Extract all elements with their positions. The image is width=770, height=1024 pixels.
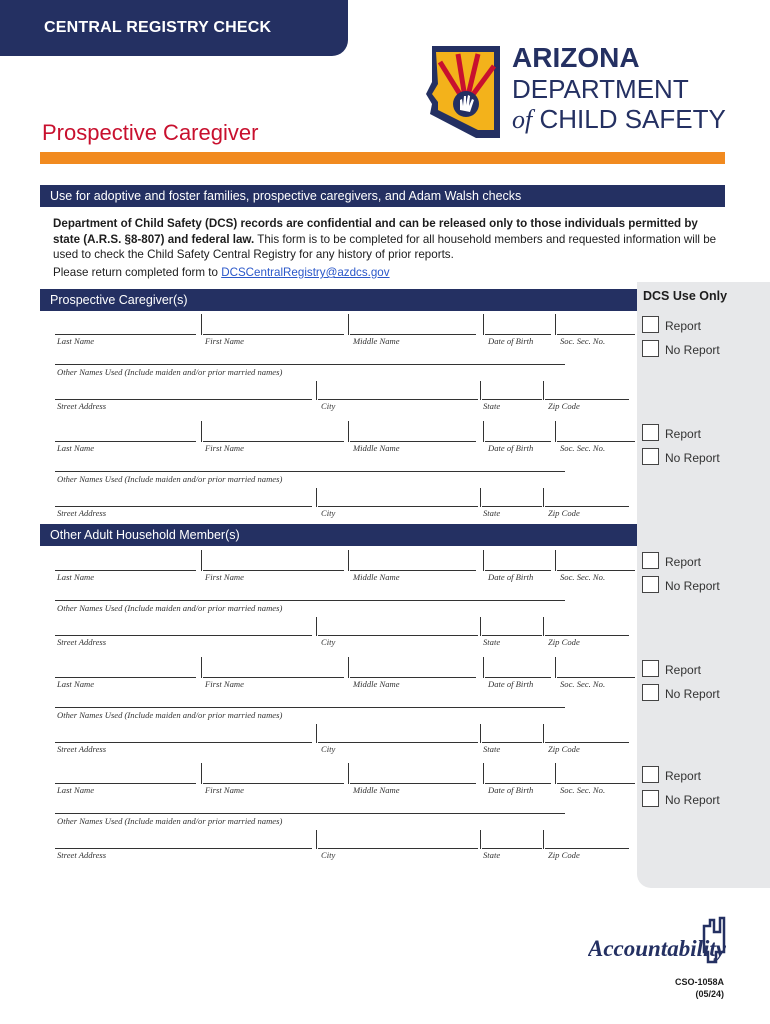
dob-label: Date of Birth (488, 572, 534, 582)
field-line (55, 813, 565, 814)
other-names-label: Other Names Used (Include maiden and/or prior married names) (57, 816, 283, 826)
field-line (557, 334, 635, 335)
report-label: Report (665, 769, 702, 783)
state-input-4[interactable] (482, 724, 542, 742)
other-names-input-4[interactable] (55, 691, 565, 707)
section-other-adults: Other Adult Household Member(s) (40, 524, 637, 546)
report-checkbox-4[interactable] (642, 660, 659, 677)
field-line (55, 471, 565, 472)
field-line (485, 570, 551, 571)
field-divider (201, 314, 202, 335)
intro-paragraph: Department of Child Safety (DCS) records are confidential and can be released only to those individuals permitted by state (A.R.S. §8-807) and federal law. This form is to be completed for all household members and requested information will be used to check the Child Safety Central Registry for any history of prior reports. (53, 217, 717, 261)
ssn-input-1[interactable] (557, 314, 635, 334)
other-names-label: Other Names Used (Include maiden and/or prior married names) (57, 710, 283, 720)
agency-name (512, 44, 726, 133)
street-address-input-4[interactable] (55, 724, 312, 742)
no-report-label: No Report (665, 343, 720, 357)
field-line (318, 399, 478, 400)
zip-label: Zip Code (548, 850, 580, 860)
field-line (203, 677, 344, 678)
other-names-label: Other Names Used (Include maiden and/or prior married names) (57, 474, 283, 484)
field-line (318, 848, 478, 849)
ssn-label: Soc. Sec. No. (560, 336, 606, 346)
field-line (203, 441, 344, 442)
dob-input-1[interactable] (485, 314, 551, 334)
field-divider (543, 617, 544, 636)
field-line (485, 441, 551, 442)
dob-input-2[interactable] (485, 421, 551, 441)
field-line (318, 635, 478, 636)
field-divider (348, 421, 349, 442)
no-report-label: No Report (665, 687, 720, 701)
logo-line-state: ARIZONA (512, 42, 640, 73)
first-name-label: First Name (205, 443, 244, 453)
field-divider (543, 830, 544, 849)
ssn-input-5[interactable] (557, 763, 635, 783)
field-line (350, 783, 476, 784)
state-label: State (483, 850, 501, 860)
field-divider (316, 488, 317, 507)
other-names-input-3[interactable] (55, 584, 565, 600)
no-report-checkbox-1[interactable] (642, 340, 659, 357)
other-names-input-5[interactable] (55, 797, 565, 813)
field-line (350, 570, 476, 571)
dob-label: Date of Birth (488, 336, 534, 346)
dob-label: Date of Birth (488, 679, 534, 689)
field-line (557, 570, 635, 571)
city-input-2[interactable] (318, 488, 478, 506)
field-divider (201, 421, 202, 442)
report-label: Report (665, 555, 702, 569)
field-line (485, 783, 551, 784)
middle-name-label: Middle Name (353, 443, 400, 453)
field-line (55, 742, 312, 743)
middle-name-input-2[interactable] (350, 421, 476, 441)
accountability-logo (588, 912, 730, 972)
logo-line-child-safety: of CHILD SAFETY (512, 104, 726, 134)
state-label: State (483, 637, 501, 647)
dob-label: Date of Birth (488, 443, 534, 453)
report-label: Report (665, 663, 702, 677)
return-instructions: Please return completed form to DCSCentralRegistry@azdcs.gov (53, 266, 390, 279)
street-address-label: Street Address (57, 744, 107, 754)
state-input-1[interactable] (482, 381, 542, 399)
form-id (660, 976, 724, 1000)
field-line (482, 742, 542, 743)
field-line (55, 441, 196, 442)
other-names-label: Other Names Used (Include maiden and/or prior married names) (57, 367, 283, 377)
field-line (350, 441, 476, 442)
other-names-input-1[interactable] (55, 348, 565, 364)
zip-label: Zip Code (548, 744, 580, 754)
field-divider (201, 763, 202, 784)
middle-name-input-4[interactable] (350, 657, 476, 677)
section-prospective-caregivers: Prospective Caregiver(s) (40, 289, 637, 311)
state-label: State (483, 744, 501, 754)
city-label: City (321, 637, 336, 647)
field-divider (555, 657, 556, 678)
field-line (318, 742, 478, 743)
street-address-label: Street Address (57, 508, 107, 518)
first-name-input-1[interactable] (203, 314, 344, 334)
field-line (203, 783, 344, 784)
ssn-label: Soc. Sec. No. (560, 572, 606, 582)
field-line (482, 399, 542, 400)
field-divider (480, 830, 481, 849)
field-line (557, 441, 635, 442)
field-divider (480, 617, 481, 636)
zip-label: Zip Code (548, 401, 580, 411)
field-divider (483, 314, 484, 335)
field-line (545, 399, 629, 400)
last-name-label: Last Name (57, 572, 95, 582)
field-divider (348, 763, 349, 784)
field-line (55, 600, 565, 601)
field-divider (555, 314, 556, 335)
field-divider (543, 381, 544, 400)
report-label: Report (665, 427, 702, 441)
field-divider (483, 657, 484, 678)
field-line (55, 707, 565, 708)
field-line (557, 783, 635, 784)
divider-bar (40, 152, 725, 164)
field-line (55, 399, 312, 400)
field-line (55, 364, 565, 365)
field-divider (480, 724, 481, 743)
email-link[interactable]: DCSCentralRegistry@azdcs.gov (221, 266, 390, 279)
first-name-label: First Name (205, 336, 244, 346)
report-checkbox-2[interactable] (642, 424, 659, 441)
form-category-title: CENTRAL REGISTRY CHECK (44, 19, 272, 36)
ssn-label: Soc. Sec. No. (560, 443, 606, 453)
report-checkbox-3[interactable] (642, 552, 659, 569)
first-name-label: First Name (205, 572, 244, 582)
field-line (482, 506, 542, 507)
usage-banner: Use for adoptive and foster families, prospective caregivers, and Adam Walsh checks (40, 185, 725, 207)
field-line (545, 742, 629, 743)
last-name-input-4[interactable] (55, 657, 196, 677)
field-line (203, 570, 344, 571)
middle-name-label: Middle Name (353, 572, 400, 582)
field-line (55, 848, 312, 849)
middle-name-label: Middle Name (353, 679, 400, 689)
middle-name-input-5[interactable] (350, 763, 476, 783)
first-name-input-3[interactable] (203, 550, 344, 570)
first-name-input-2[interactable] (203, 421, 344, 441)
field-divider (483, 550, 484, 571)
middle-name-input-3[interactable] (350, 550, 476, 570)
other-names-label: Other Names Used (Include maiden and/or prior married names) (57, 603, 283, 613)
field-divider (543, 488, 544, 507)
field-divider (316, 381, 317, 400)
field-divider (348, 657, 349, 678)
street-address-label: Street Address (57, 401, 107, 411)
city-input-1[interactable] (318, 381, 478, 399)
field-divider (316, 724, 317, 743)
no-report-checkbox-3[interactable] (642, 576, 659, 593)
field-line (55, 570, 196, 571)
report-label: Report (665, 319, 702, 333)
state-input-2[interactable] (482, 488, 542, 506)
last-name-input-1[interactable] (55, 314, 196, 334)
middle-name-label: Middle Name (353, 785, 400, 795)
logo-line-department: DEPARTMENT (512, 74, 689, 104)
city-input-5[interactable] (318, 830, 478, 848)
field-line (55, 677, 196, 678)
no-report-checkbox-2[interactable] (642, 448, 659, 465)
other-names-input-2[interactable] (55, 455, 565, 471)
ssn-label: Soc. Sec. No. (560, 679, 606, 689)
no-report-checkbox-4[interactable] (642, 684, 659, 701)
field-line (203, 334, 344, 335)
field-line (55, 635, 312, 636)
field-divider (555, 763, 556, 784)
street-address-input-1[interactable] (55, 381, 312, 399)
field-line (55, 506, 312, 507)
field-line (557, 677, 635, 678)
field-line (350, 334, 476, 335)
first-name-input-5[interactable] (203, 763, 344, 783)
dcs-use-only-title: DCS Use Only (643, 289, 728, 303)
field-divider (316, 617, 317, 636)
ssn-label: Soc. Sec. No. (560, 785, 606, 795)
field-divider (555, 550, 556, 571)
form-number: CSO-1058A (674, 977, 724, 987)
no-report-label: No Report (665, 793, 720, 807)
city-input-4[interactable] (318, 724, 478, 742)
street-address-label: Street Address (57, 850, 107, 860)
middle-name-label: Middle Name (353, 336, 400, 346)
field-line (350, 677, 476, 678)
header-tab (0, 0, 348, 56)
city-label: City (321, 744, 336, 754)
field-divider (483, 763, 484, 784)
last-name-label: Last Name (57, 679, 95, 689)
field-divider (543, 724, 544, 743)
ssn-input-2[interactable] (557, 421, 635, 441)
field-line (482, 848, 542, 849)
first-name-label: First Name (205, 679, 244, 689)
zip-input-1[interactable] (545, 381, 629, 399)
street-address-input-3[interactable] (55, 617, 312, 635)
field-line (545, 635, 629, 636)
field-line (545, 848, 629, 849)
state-input-3[interactable] (482, 617, 542, 635)
field-divider (555, 421, 556, 442)
field-line (545, 506, 629, 507)
field-line (55, 334, 196, 335)
state-label: State (483, 508, 501, 518)
field-divider (480, 381, 481, 400)
report-checkbox-1[interactable] (642, 316, 659, 333)
state-label: State (483, 401, 501, 411)
field-divider (348, 550, 349, 571)
street-address-label: Street Address (57, 637, 107, 647)
field-line (485, 677, 551, 678)
ssn-input-4[interactable] (557, 657, 635, 677)
last-name-label: Last Name (57, 336, 95, 346)
field-divider (201, 657, 202, 678)
last-name-input-5[interactable] (55, 763, 196, 783)
city-label: City (321, 508, 336, 518)
zip-label: Zip Code (548, 637, 580, 647)
zip-label: Zip Code (548, 508, 580, 518)
dob-input-3[interactable] (485, 550, 551, 570)
form-revision-date: (05/24) (695, 989, 724, 999)
dob-input-5[interactable] (485, 763, 551, 783)
field-line (55, 783, 196, 784)
page-title: Prospective Caregiver (42, 120, 259, 145)
middle-name-input-1[interactable] (350, 314, 476, 334)
dob-label: Date of Birth (488, 785, 534, 795)
last-name-label: Last Name (57, 443, 95, 453)
no-report-checkbox-5[interactable] (642, 790, 659, 807)
field-divider (483, 421, 484, 442)
field-line (318, 506, 478, 507)
svg-text:Accountability: Accountability (588, 936, 726, 961)
last-name-input-2[interactable] (55, 421, 196, 441)
city-input-3[interactable] (318, 617, 478, 635)
city-label: City (321, 401, 336, 411)
field-divider (201, 550, 202, 571)
zip-input-5[interactable] (545, 830, 629, 848)
report-checkbox-5[interactable] (642, 766, 659, 783)
last-name-input-3[interactable] (55, 550, 196, 570)
first-name-input-4[interactable] (203, 657, 344, 677)
street-address-input-2[interactable] (55, 488, 312, 506)
last-name-label: Last Name (57, 785, 95, 795)
zip-input-4[interactable] (545, 724, 629, 742)
field-divider (480, 488, 481, 507)
street-address-input-5[interactable] (55, 830, 312, 848)
dob-input-4[interactable] (485, 657, 551, 677)
state-input-5[interactable] (482, 830, 542, 848)
first-name-label: First Name (205, 785, 244, 795)
arizona-dcs-logo-icon (420, 44, 502, 140)
no-report-label: No Report (665, 451, 720, 465)
field-divider (348, 314, 349, 335)
city-label: City (321, 850, 336, 860)
no-report-label: No Report (665, 579, 720, 593)
zip-input-3[interactable] (545, 617, 629, 635)
zip-input-2[interactable] (545, 488, 629, 506)
field-line (485, 334, 551, 335)
field-divider (316, 830, 317, 849)
ssn-input-3[interactable] (557, 550, 635, 570)
field-line (482, 635, 542, 636)
